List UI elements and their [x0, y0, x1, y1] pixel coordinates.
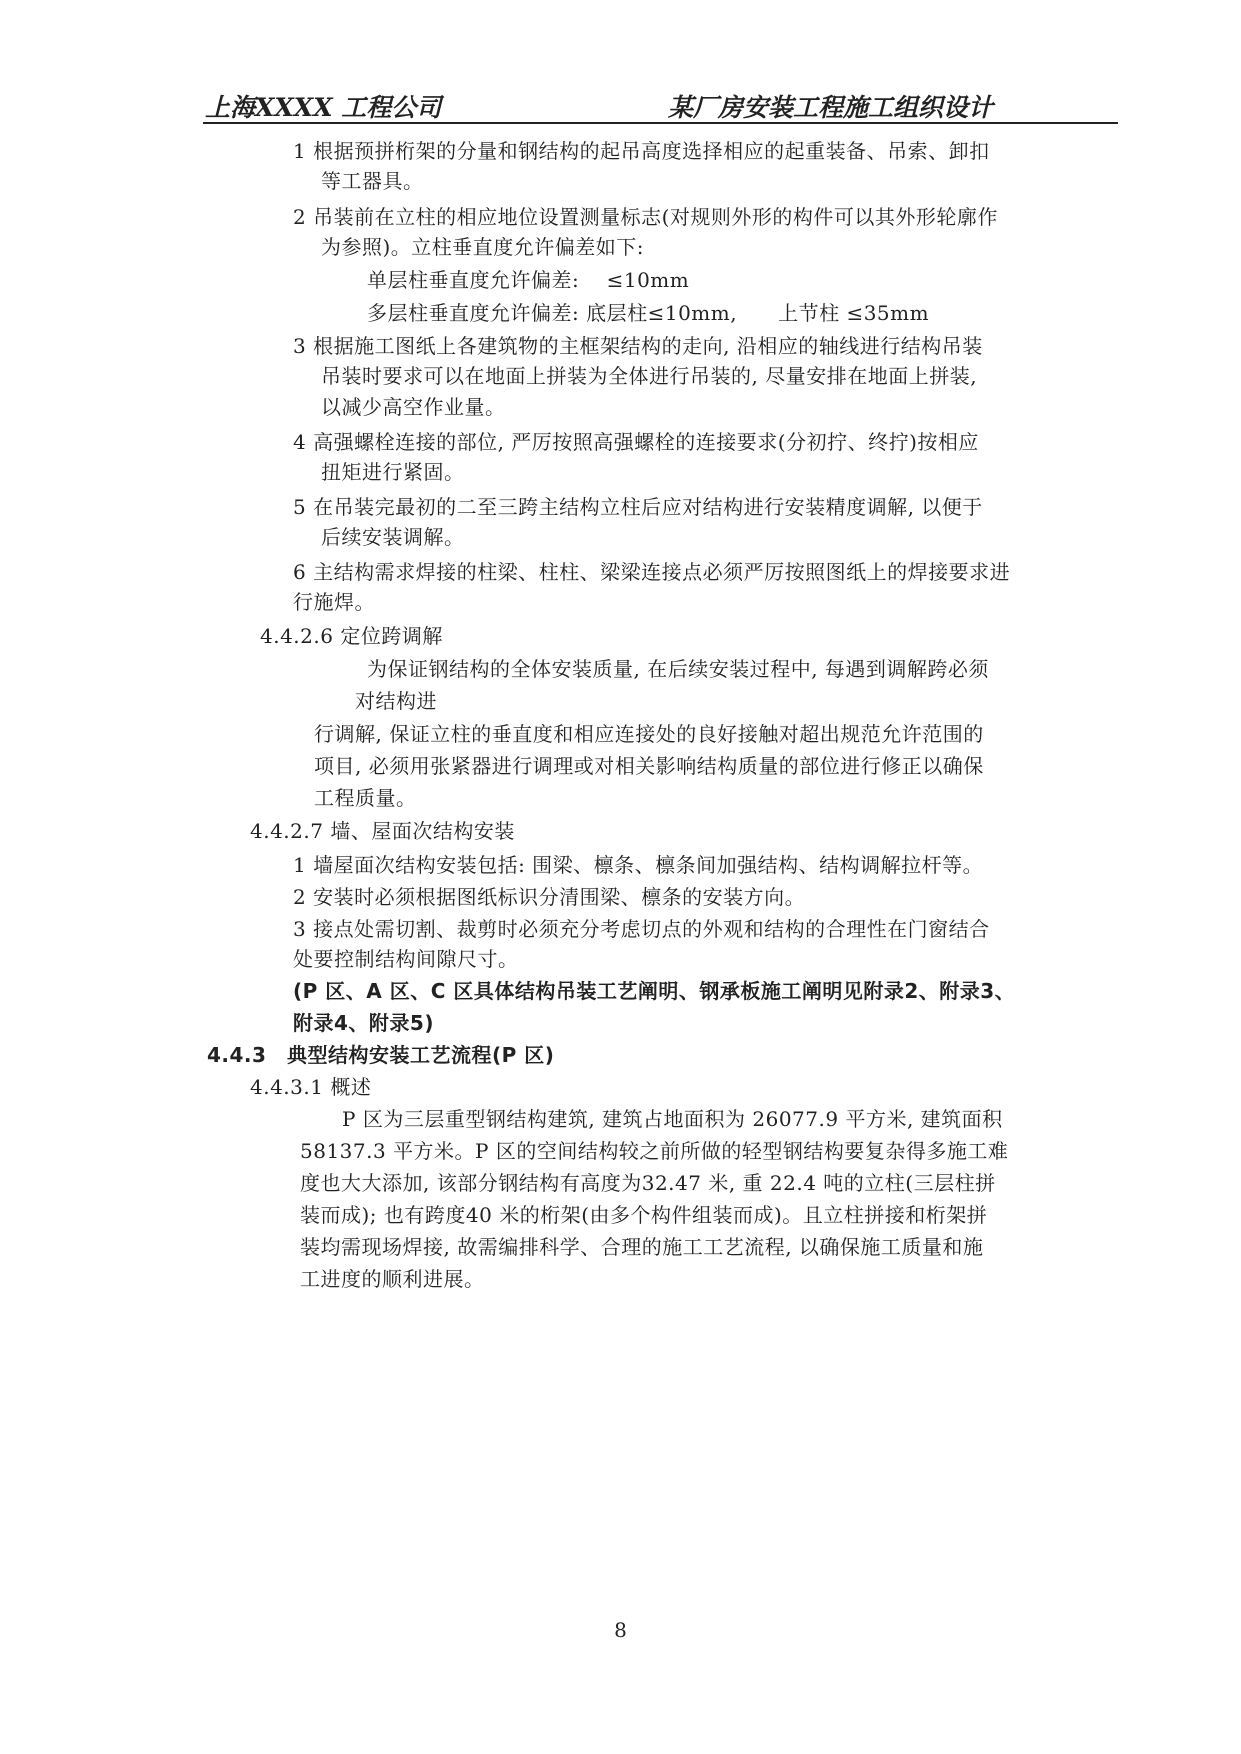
text-line: 3 根据施工图纸上各建筑物的主框架结构的走向, 沿相应的轴线进行结构吊装: [293, 334, 983, 358]
text-line: 工程质量。: [314, 786, 417, 810]
text-line: 2 吊装前在立柱的相应地位设置测量标志(对规则外形的构件可以其外形轮廓作: [293, 205, 998, 229]
text-line: 3 接点处需切割、裁剪时必须充分考虑切点的外观和结构的合理性在门窗结合: [293, 917, 990, 941]
text-line: 行施焊。: [293, 590, 375, 614]
text-line: 以减少高空作业量。: [321, 395, 506, 419]
text-line: 单层柱垂直度允许偏差: ≤10mm: [367, 268, 690, 292]
text-line: 2 安装时必须根据图纸标识分清围梁、檩条的安装方向。: [293, 885, 806, 909]
page-header: [203, 88, 1118, 124]
text-line: 多层柱垂直度允许偏差: 底层柱≤10mm, 上节柱 ≤35mm: [367, 301, 930, 325]
text-line: 附录4、附录5): [293, 1011, 434, 1035]
text-line: 为保证钢结构的全体安装质量, 在后续安装过程中, 每遇到调解跨必须: [367, 657, 989, 681]
text-line: 4.4.2.6 定位跨调解: [260, 624, 443, 648]
text-line: 项目, 必须用张紧器进行调理或对相关影响结构质量的部位进行修正以确保: [314, 754, 984, 778]
header-project-title: 某厂房安装工程施工组织设计: [668, 93, 994, 122]
text-line: 后续安装调解。: [321, 525, 465, 549]
page-number: 8: [614, 1618, 627, 1642]
text-line: 1 墙屋面次结构安装包括: 围梁、檩条、檩条间加强结构、结构调解拉杆等。: [293, 853, 984, 877]
header-company: 上海XXXX 工程公司: [205, 93, 442, 122]
text-line: 等工器具。: [321, 169, 424, 193]
text-line: 度也大大添加, 该部分钢结构有高度为32.47 米, 重 22.4 吨的立柱(三层柱拼: [300, 1171, 996, 1195]
text-line: 4.4.3.1 概述: [250, 1075, 372, 1099]
text-line: 对结构进: [355, 689, 437, 713]
text-line: 行调解, 保证立柱的垂直度和相应连接处的良好接触对超出规范允许范围的: [314, 722, 984, 746]
text-line: 工进度的顺利进展。: [300, 1267, 485, 1291]
text-line: (P 区、A 区、C 区具体结构吊装工艺阐明、钢承板施工阐明见附录2、附录3、: [293, 979, 1016, 1003]
text-line: 吊装时要求可以在地面上拼装为全体进行吊装的, 尽量安排在地面上拼装,: [321, 364, 978, 388]
text-line: 1 根据预拼桁架的分量和钢结构的起吊高度选择相应的起重装备、吊索、卸扣: [293, 139, 990, 163]
text-line: 处要控制结构间隙尺寸。: [293, 947, 519, 971]
text-line: 4 高强螺栓连接的部位, 严厉按照高强螺栓的连接要求(分初拧、终拧)按相应: [293, 430, 979, 454]
text-line: 扭矩进行紧固。: [321, 460, 465, 484]
text-line: 装而成); 也有跨度40 米的桁架(由多个构件组装而成)。且立柱拼接和桁架拼: [300, 1203, 988, 1227]
text-line: 4.4.2.7 墙、屋面次结构安装: [250, 819, 515, 843]
text-line: 为参照)。立柱垂直度允许偏差如下:: [321, 235, 645, 259]
text-line: 装均需现场焊接, 故需编排科学、合理的施工工艺流程, 以确保施工质量和施: [300, 1235, 984, 1259]
text-line: 6 主结构需求焊接的柱梁、柱柱、梁梁连接点必须严厉按照图纸上的焊接要求进: [293, 560, 1011, 584]
text-line: 5 在吊装完最初的二至三跨主结构立柱后应对结构进行安装精度调解, 以便于: [293, 495, 983, 519]
text-line: 58137.3 平方米。P 区的空间结构较之前所做的轻型钢结构要复杂得多施工难: [300, 1139, 1009, 1163]
text-line: 4.4.3 典型结构安装工艺流程(P 区): [207, 1043, 555, 1067]
text-line: P 区为三层重型钢结构建筑, 建筑占地面积为 26077.9 平方米, 建筑面积: [342, 1107, 1003, 1131]
